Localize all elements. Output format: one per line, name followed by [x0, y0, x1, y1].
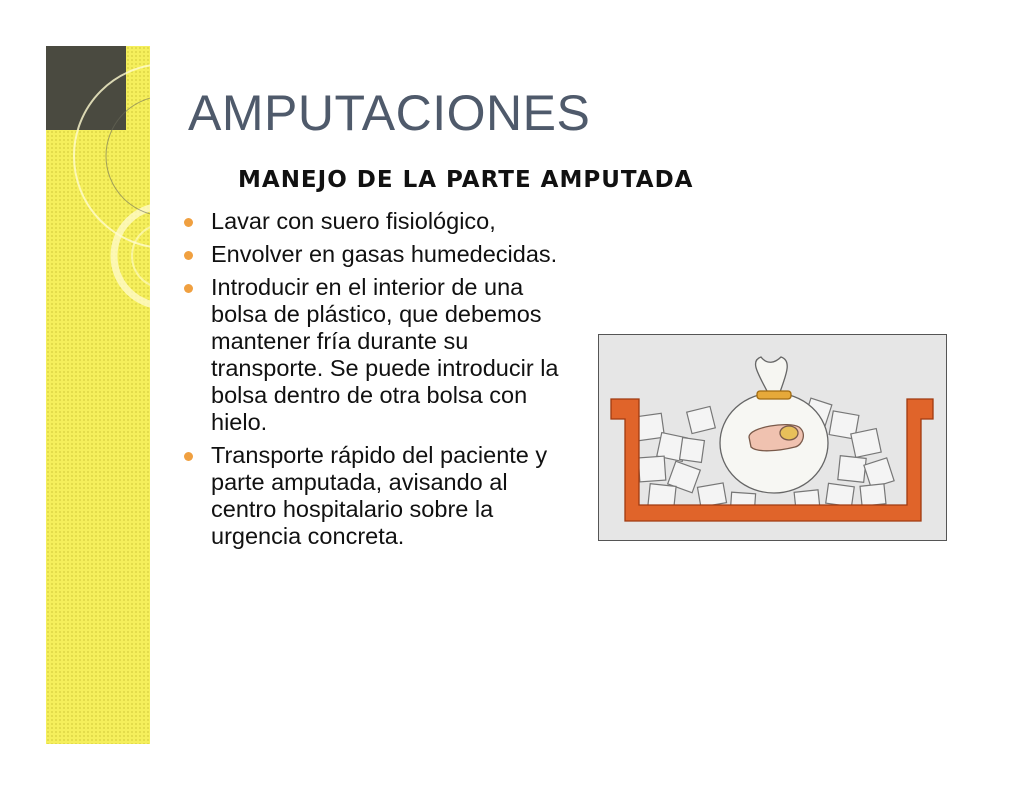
slide-subtitle: MANEJO DE LA PARTE AMPUTADA [238, 167, 694, 193]
bullet-list [184, 208, 574, 556]
bullet-text: Transporte rápido del paciente y parte amputada, avisando al centro hospitalario sobre la urgencia concreta. [211, 442, 548, 549]
bullet-dot-icon [184, 452, 193, 461]
bullet-text: Envolver en gasas humedecidas. [211, 241, 558, 267]
decorative-arcs [46, 46, 150, 744]
bullet-item [184, 208, 574, 235]
finger-in-bag-on-ice-illustration [598, 334, 947, 541]
bullet-item [184, 274, 574, 436]
bullet-dot-icon [184, 251, 193, 260]
bullet-dot-icon [184, 218, 193, 227]
bullet-item [184, 241, 574, 268]
slide-title: AMPUTACIONES [188, 85, 591, 141]
bullet-dot-icon [184, 284, 193, 293]
decorative-side-band [46, 46, 150, 744]
bullet-item [184, 442, 574, 550]
bullet-text: Lavar con suero fisiológico, [211, 208, 496, 234]
bullet-text: Introducir en el interior de una bolsa de plástico, que debemos mantener fría durante su transporte. Se puede introducir la bolsa dentro de otra bolsa con hielo. [211, 274, 559, 435]
